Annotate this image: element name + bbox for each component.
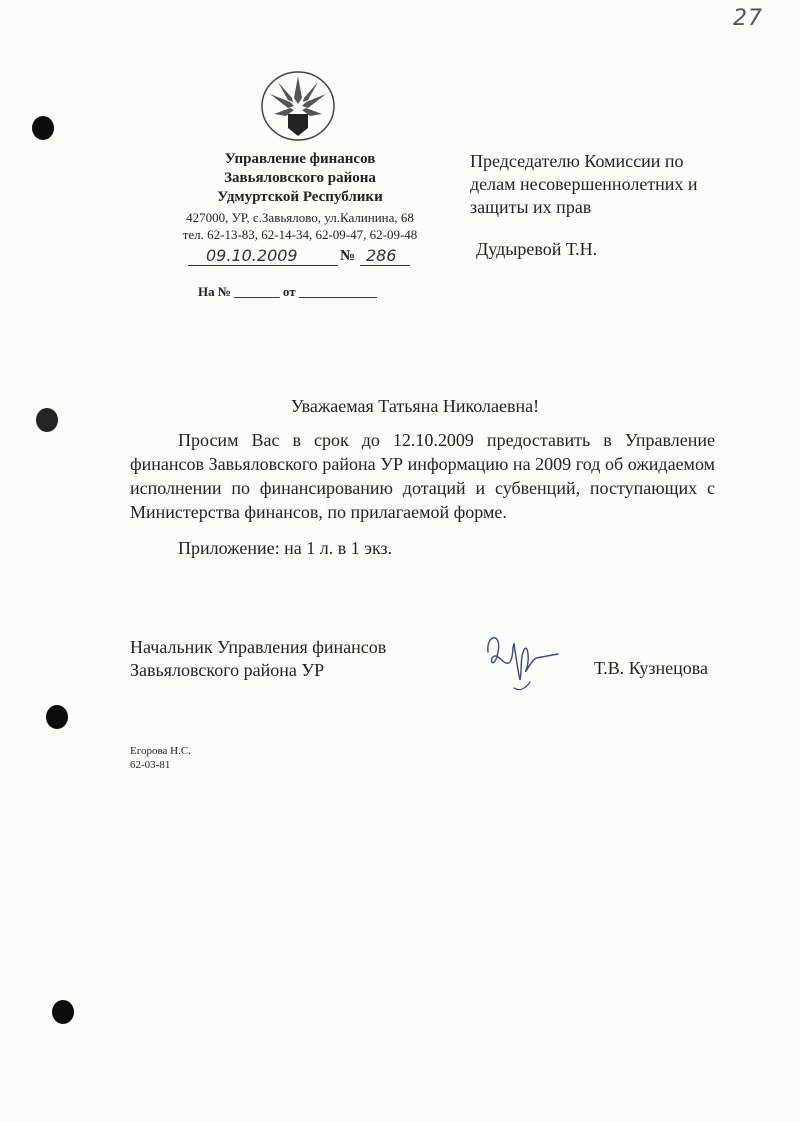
executor-block	[130, 744, 191, 772]
number-sign: №	[340, 248, 356, 264]
punch-hole	[32, 116, 54, 140]
org-name-line3: Удмуртской Республики	[217, 189, 383, 205]
recipient-line2: делам несовершеннолетних и	[470, 174, 698, 194]
letter-body: Просим Вас в срок до 12.10.2009 предоставить в Управление финансов Завьяловского района УР информацию на 2009 год об ожидаемом исполнении по финансированию дотаций и субвенций, поступающих с Министерства финансов, по прилагаемой форме.	[130, 430, 715, 522]
recipient-block	[470, 150, 770, 261]
punch-hole	[52, 1000, 74, 1024]
punch-hole	[36, 408, 58, 432]
outgoing-date: 09.10.2009	[206, 246, 298, 265]
signature-title-line2: Завьяловского района УР	[130, 660, 325, 680]
executor-phone: 62-03-81	[130, 759, 171, 771]
recipient-name: Дудыревой Т.Н.	[476, 239, 598, 259]
signature-title-line1: Начальник Управления финансов	[130, 637, 387, 657]
reply-reference: На № _______ от ____________	[198, 284, 377, 299]
handwritten-signature	[480, 622, 565, 697]
recipient-line3: защиты их прав	[470, 197, 592, 217]
org-phones: тел. 62-13-83, 62-14-34, 62-09-47, 62-09-48	[182, 227, 418, 242]
sender-header	[160, 150, 440, 243]
outgoing-registration-line	[188, 246, 410, 268]
org-name-line2: Завьяловского района	[224, 170, 376, 186]
signer-name: Т.В. Кузнецова	[594, 658, 708, 678]
signature-title	[130, 636, 386, 682]
coat-of-arms-emblem	[260, 70, 336, 142]
salutation: Уважаемая Татьяна Николаевна!	[290, 396, 540, 416]
page-number: 27	[733, 6, 763, 31]
punch-hole	[46, 705, 68, 729]
outgoing-number: 286	[366, 246, 397, 265]
org-name-line1: Управление финансов	[224, 151, 376, 167]
attachment-note: Приложение: на 1 л. в 1 экз.	[178, 538, 393, 558]
executor-name: Егорова Н.С.	[130, 745, 191, 757]
org-address: 427000, УР, с.Завьялово, ул.Калинина, 68	[186, 210, 414, 225]
recipient-line1: Председателю Комиссии по	[470, 151, 684, 171]
